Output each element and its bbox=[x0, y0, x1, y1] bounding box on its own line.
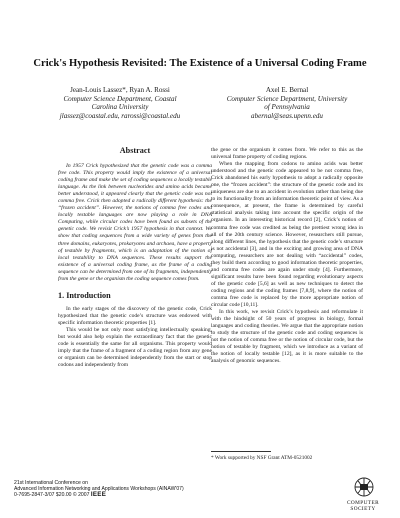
computer-society-label bbox=[331, 500, 395, 512]
logo-line-2: SOCIETY bbox=[350, 506, 376, 512]
right-column bbox=[211, 147, 363, 365]
authors-right bbox=[212, 86, 362, 120]
conference-line-3-wrap bbox=[14, 492, 184, 498]
emails-right: abernal@seas.upenn.edu bbox=[251, 111, 323, 120]
conference-info bbox=[14, 480, 184, 499]
ieee-mark: IEEE bbox=[90, 491, 107, 499]
footnote-rule bbox=[211, 451, 271, 452]
affiliation-right-1: Computer Science Department, University bbox=[226, 94, 348, 103]
right-paragraph-0: the gene or the organism it comes from. We refer to this as the universal frame property of coding regions. bbox=[211, 147, 363, 161]
affiliation-left-2: Carolina University bbox=[91, 103, 149, 112]
footnote: * Work supported by NSF Grant ATM-0521002 bbox=[211, 455, 313, 461]
intro-paragraph-1: In the early stages of the discovery of the genetic code, Crick hypothesized that the genetic code’s structure was endowed with specific information theoretic properties [1]. bbox=[58, 305, 212, 326]
author-names-right: Axel E. Bernal bbox=[265, 86, 309, 94]
paper-title: Crick's Hypothesis Revisited: The Existence of a Universal Coding Frame bbox=[33, 58, 367, 69]
affiliation-left-1: Computer Science Department, Coastal bbox=[63, 94, 177, 103]
conference-line-2: Advanced Information Networking and Applications Workshops (AINAW'07) bbox=[14, 486, 184, 493]
abstract-heading: Abstract bbox=[119, 146, 151, 155]
right-paragraph-2: In this work, we revisit Crick’s hypothesis and reformulate it with the hindsight of 50 years of progress in biology, formal languages and coding theories. We argue that the appropriate notion to study the structure of the genetic code and coding sequences is not the notion of comma free or the notion of circular code, but the notion of testable by fragment, which we introduce as a variant of the notion of locally testable [12], as it is more suitable to the analysis of genomic sequences. bbox=[211, 309, 363, 365]
authors-left bbox=[50, 86, 190, 120]
intro-paragraph-2: This would be not only most satisfying intellectually speaking, but would also help explain the extraordinary fact that the genetic code is essentially the same for all organisms. This property would imply that the frame of a fragment of a coding region from any gene or organism can be determined independently from the start or stop codons and independently from bbox=[58, 326, 212, 369]
logo-line-1: COMPUTER bbox=[346, 500, 380, 506]
conference-line-3: 0-7695-2847-3/07 $20.00 © 2007 bbox=[14, 492, 90, 499]
affiliation-right-2: of Pennsylvania bbox=[264, 103, 310, 112]
intro-heading: 1. Introduction bbox=[58, 290, 111, 300]
abstract-text: In 1957 Crick hypothesized that the genetic code was a comma free code. This property would imply the existence of a universal coding frame and make the set of coding sequences a locally testable language. As the link between nucleotides and amino acids became better understood, it appeared clearly that the genetic code was not comma free. Crick then adopted a radically different hypothesis: the “frozen accident”. However, the notions of comma free codes and locally testable languages are now playing a role in DNA Computing, while circular codes have been found as subsets of the genetic code. We revisit Crick’s 1957 hypothesis in that context. We show that coding sequences from a wide variety of genes from the three domains, eukaryotes, prokaryotes and archaea, have a property of testable by fragments, which is an adaptation of the notion of local testability to DNA sequences. These results support the existence of a universal coding frame, as the frame of a coding sequence can be determined from one of its fragments, independently from the gene or the organism the coding sequence comes from. bbox=[58, 163, 212, 282]
emails-left: jlassez@coastal.edu, rarossi@coastal.edu bbox=[59, 111, 181, 120]
left-column bbox=[58, 146, 212, 369]
author-names-left: Jean-Louis Lassez*, Ryan A. Rossi bbox=[70, 86, 170, 94]
conference-line-1: 21st International Conference on bbox=[14, 480, 88, 486]
right-paragraph-1: When the mapping from codons to amino acids was better understood and the genetic code appeared to be not comma free, Crick abandoned his early hypothesis to adopt a radically opposite one, the “frozen accident”: the structure of the genetic code and its uniqueness are due to an accident in evolution rather than being due to its functionality from an information theoretic point of view. As a consequence, at present, the frame is determined by careful statistical analysis taking into account the specific origin of the organism. In an interesting historical record [2], Crick’s notion of comma free code was credited as being the prettiest wrong idea in all of the 20th century science. However, researchers still pursue, along different lines, the hypothesis that the genetic code’s structure is not accidental [3], and in the exciting and growing area of DNA computing, researchers are not dealing with “accidental” codes, they build them according to good information theoretic properties, and comma free codes are again under study [4]. Furthermore, significant results have been found regarding evolutionary aspects of the genetic code [5,6] as well as new techniques to detect the coding regions and the coding frames [7,8,9], where the notion of comma free code is replaced by the more appropriate notion of circular code [10,11]. bbox=[211, 161, 363, 309]
